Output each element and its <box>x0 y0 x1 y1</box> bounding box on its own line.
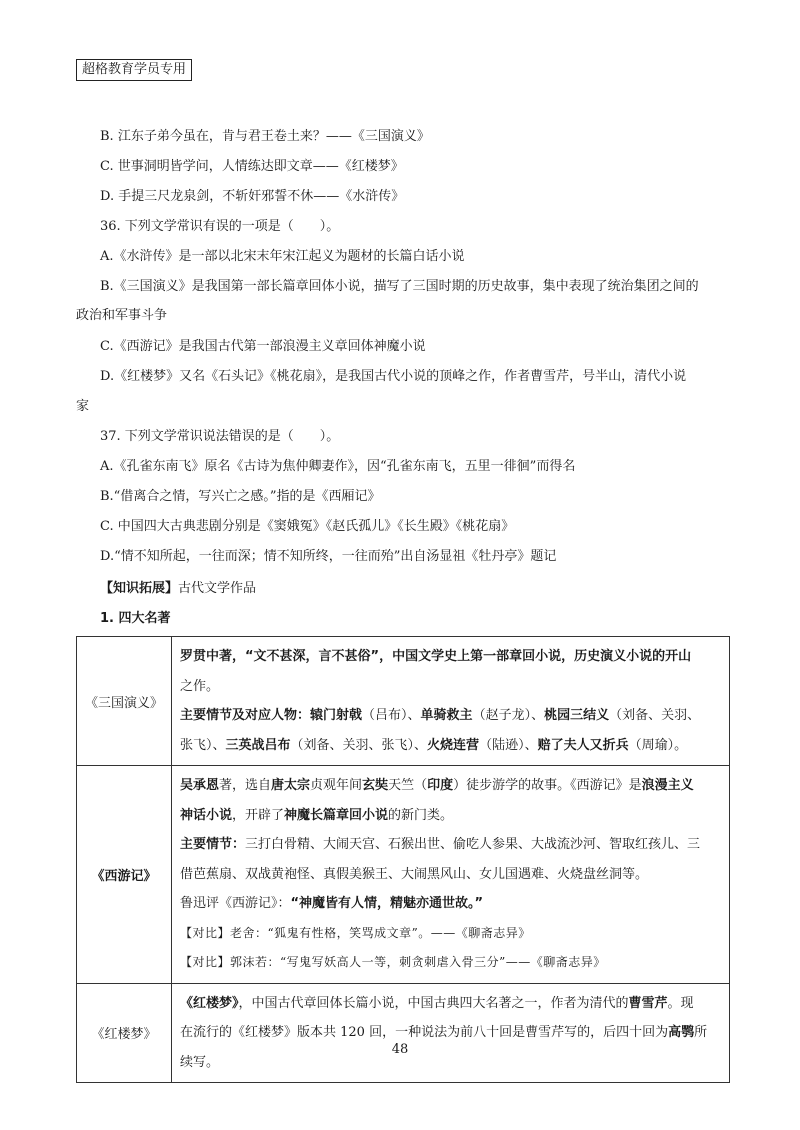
option-line: A.《孔雀东南飞》原名《古诗为焦仲卿妻作》，因“孔雀东南飞，五里一徘徊”而得名 <box>100 459 576 474</box>
paragraph: 张飞）、三英战吕布（刘备、关羽、张飞）、火烧连营（陆逊）、赔了夫人又折兵（周瑜）。 <box>180 737 688 753</box>
paragraph: 续写。 <box>180 1054 220 1070</box>
section-subtitle: 1. 四大名著 <box>100 611 171 626</box>
book-name-cell: 《红楼梦》 <box>77 983 172 1083</box>
paragraph: 在流行的《红楼梦》版本共 120 回，一种说法为前八十回是曹雪芹写的，后四十回为高鹗所 <box>180 1025 708 1040</box>
content-cell <box>172 983 730 1083</box>
four-classics-table <box>76 636 730 1083</box>
option-line: 政治和军事斗争 <box>76 308 168 323</box>
content-cell <box>172 637 730 766</box>
question-37: 37. 下列文学常识说法错误的是（ ）。 <box>100 429 340 444</box>
book-name-cell: 《西游记》 <box>77 766 172 984</box>
book-name-cell: 《三国演义》 <box>77 637 172 766</box>
comparison-line: 【对比】老舍：“狐鬼有性格，笑骂成文章”。——《聊斋志异》 <box>180 925 531 940</box>
section-title <box>100 580 256 598</box>
comparison-line: 【对比】郭沫若：“写鬼写妖高人一等，刺贪刺虐入骨三分”——《聊斋志异》 <box>180 955 606 969</box>
option-line: 家 <box>76 399 90 414</box>
page-number: 48 <box>391 1042 409 1057</box>
table-row <box>77 766 730 984</box>
table-row <box>77 983 730 1083</box>
option-line: D. 手提三尺龙泉剑，不斩奸邪誓不休——《水浒传》 <box>100 189 405 204</box>
paragraph: 鲁迅评《西游记》：“神魔皆有人情，精魅亦通世故。” <box>180 896 484 911</box>
section-title-rest: 古代文学作品 <box>178 581 257 596</box>
option-line: B. 江东子弟今虽在，肯与君王卷土来？——《三国演义》 <box>100 129 430 144</box>
option-line: B.《三国演义》是我国第一部长篇章回体小说，描写了三国时期的历史故事，集中表现了统治集团之间的 <box>100 279 699 294</box>
table-row <box>77 637 730 766</box>
option-line: B.“借离合之情，写兴亡之感。”指的是《西厢记》 <box>100 489 381 504</box>
option-line: D.《红楼梦》又名《石头记》《桃花扇》，是我国古代小说的顶峰之作，作者曹雪芹，号半山，清代小说 <box>100 369 687 384</box>
paragraph: 神话小说，开辟了神魔长篇章回小说的新门类。 <box>180 807 454 823</box>
paragraph: 借芭蕉扇、双战黄袍怪、真假美猴王、大闹黑风山、女儿国遇难、火烧盘丝洞等。 <box>180 866 649 882</box>
paragraph: 主要情节：三打白骨精、大闹天宫、石猴出世、偷吃人参果、大战流沙河、智取红孩儿、三 <box>180 837 701 852</box>
paragraph: 吴承恩著，选自唐太宗贞观年间玄奘天竺（印度）徒步游学的故事。《西游记》是浪漫主义 <box>180 778 694 793</box>
question-36: 36. 下列文学常识有误的一项是（ ）。 <box>100 219 340 234</box>
option-line: C.《西游记》是我国古代第一部浪漫主义章回体神魔小说 <box>100 339 426 354</box>
option-line: D.“情不知所起，一往而深；情不知所终，一往而殆”出自汤显祖《牡丹亭》题记 <box>100 549 557 564</box>
section-bracket-title: 【知识拓展】 <box>100 581 179 596</box>
paragraph: 之作。 <box>180 678 220 694</box>
option-line: C. 中国四大古典悲剧分别是《窦娥冤》《赵氏孤儿》《长生殿》《桃花扇》 <box>100 519 515 534</box>
content-cell <box>172 766 730 984</box>
option-line: C. 世事洞明皆学问，人情练达即文章——《红楼梦》 <box>100 159 404 174</box>
paragraph: 罗贯中著，“文不甚深，言不甚俗”，中国文学史上第一部章回小说，历史演义小说的开山 <box>180 649 692 664</box>
paragraph: 主要情节及对应人物：辕门射戟（吕布）、单骑救主（赵子龙）、桃园三结义（刘备、关羽、 <box>180 708 701 723</box>
header-label: 超格教育学员专用 <box>76 59 192 81</box>
paragraph: 《红楼梦》，中国古代章回体长篇小说，中国古典四大名著之一，作者为清代的曹雪芹。现 <box>180 995 694 1011</box>
option-line: A.《水浒传》是一部以北宋末年宋江起义为题材的长篇白话小说 <box>100 249 465 264</box>
